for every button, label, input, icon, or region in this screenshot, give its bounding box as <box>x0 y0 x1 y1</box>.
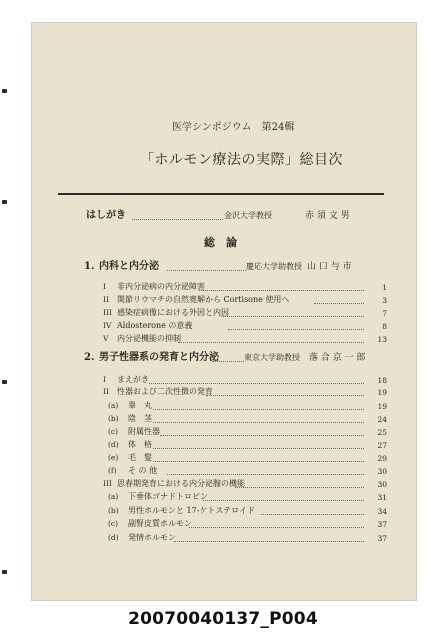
binding-hole <box>2 380 7 384</box>
leader-dots <box>153 409 364 410</box>
toc-item-label: 睾 丸 <box>128 401 152 410</box>
toc-item-label: 男性ホルモンと 17-ケトステロイド <box>128 506 255 515</box>
chapter-affiliation: 東京大学助教授 <box>244 353 300 362</box>
toc-item-number: (c) <box>108 427 119 436</box>
preface-affiliation: 金沢大学教授 <box>224 211 272 220</box>
page-number: 24 <box>377 415 387 424</box>
leader-dots <box>153 448 364 449</box>
toc-item-label: 性器および二次性徴の発育 <box>117 387 213 396</box>
toc-item-number: I <box>103 282 106 291</box>
page-number: 13 <box>377 335 387 344</box>
toc-item-label: 思春期発育における内分泌腺の機能 <box>117 479 245 488</box>
toc-item-label: 内分泌機能の抑制 <box>117 334 181 343</box>
leader-dots <box>221 316 364 317</box>
toc-item-number: (d) <box>108 533 119 542</box>
toc-item-label: 体 格 <box>128 440 152 449</box>
toc-item-number: I <box>103 375 106 384</box>
chapter-affiliation: 慶応大学助教授 <box>246 262 302 271</box>
toc-item-number: (b) <box>108 414 119 423</box>
chapter-author: 落 合 京 一 郎 <box>309 353 366 363</box>
toc-item-number: (e) <box>108 453 119 462</box>
leader-dots <box>160 435 364 436</box>
toc-item-label: 陰 茎 <box>128 414 152 423</box>
series-title: 医学シンポジウム 第24輯 <box>172 122 295 133</box>
main-title: 「ホルモン療法の実際」総目次 <box>140 152 343 168</box>
page-number: 27 <box>377 441 387 450</box>
leader-dots <box>178 342 364 343</box>
binding-hole <box>2 89 7 93</box>
toc-item-number: III <box>103 308 112 317</box>
toc-item-label: 副腎皮質ホルモン <box>128 519 192 528</box>
leader-dots <box>189 527 364 528</box>
chapter-author: 山 口 与 市 <box>307 262 352 272</box>
toc-item-label: Aldosterone の意義 <box>117 321 193 330</box>
section-heading: 総 論 <box>204 236 237 249</box>
leader-dots <box>153 422 364 423</box>
toc-item-label: 附属性器 <box>128 427 160 436</box>
page-number: 1 <box>382 283 387 292</box>
leader-dots <box>174 541 364 542</box>
leader-dots <box>199 290 364 291</box>
page-number: 19 <box>377 402 387 411</box>
toc-item-number: II <box>103 387 109 396</box>
chapter-number: 1. <box>84 261 95 272</box>
toc-item-number: II <box>103 295 109 304</box>
page-number: 18 <box>377 376 387 385</box>
page-number: 19 <box>377 388 387 397</box>
archive-caption: 20070040137_P004 <box>128 609 318 629</box>
page-number: 37 <box>377 520 387 529</box>
toc-item-number: IV <box>103 321 112 330</box>
leader-dots <box>167 270 246 271</box>
leader-dots <box>203 500 364 501</box>
toc-item-label: 非内分泌病の内分泌障害 <box>117 282 205 291</box>
page-number: 25 <box>377 428 387 437</box>
title-rule <box>58 193 384 195</box>
toc-item-number: III <box>103 479 112 488</box>
leader-dots <box>132 219 223 220</box>
toc-item-label: 関節リウマチの自然寛解から Cortisone 使用へ <box>117 295 290 304</box>
toc-item-number: (b) <box>108 506 119 515</box>
toc-item-number: (f) <box>108 466 117 475</box>
toc-item-label: 発情ホルモン <box>128 533 176 542</box>
toc-item-label: そ の 他 <box>128 466 158 475</box>
toc-item-number: (a) <box>108 401 119 410</box>
toc-item-label: まえがき <box>117 375 149 384</box>
toc-item-number: (c) <box>108 519 119 528</box>
leader-dots <box>235 487 364 488</box>
page-number: 37 <box>377 534 387 543</box>
leader-dots <box>149 383 364 384</box>
chapter-title: 内科と内分泌 <box>99 261 159 272</box>
leader-dots <box>153 461 364 462</box>
page-number: 7 <box>382 309 387 318</box>
leader-dots <box>228 329 364 330</box>
toc-item-number: (a) <box>108 492 119 501</box>
leader-dots <box>206 395 364 396</box>
toc-item-label: 感染症病像における外因と内因 <box>117 308 229 317</box>
page-number: 34 <box>377 507 387 516</box>
page-number: 30 <box>377 467 387 476</box>
toc-item-label: 毛 髪 <box>128 453 152 462</box>
toc-item-label: 下垂体ゴナドトロピン <box>128 492 208 501</box>
page-number: 3 <box>382 296 387 305</box>
preface-label: はしがき <box>86 210 126 221</box>
binding-hole <box>2 200 7 204</box>
toc-item-number: V <box>103 334 109 343</box>
preface-author: 赤 須 文 男 <box>305 211 350 221</box>
toc-item-number: (d) <box>108 440 119 449</box>
page-number: 29 <box>377 454 387 463</box>
page-number: 8 <box>382 322 387 331</box>
leader-dots <box>167 474 364 475</box>
leader-dots <box>314 303 364 304</box>
leader-dots <box>261 514 364 515</box>
chapter-number: 2. <box>84 352 95 363</box>
page-number: 30 <box>377 480 387 489</box>
leader-dots <box>212 361 244 362</box>
binding-hole <box>2 570 7 574</box>
page-number: 31 <box>377 493 387 502</box>
chapter-title: 男子性器系の発育と内分泌 <box>99 352 219 363</box>
